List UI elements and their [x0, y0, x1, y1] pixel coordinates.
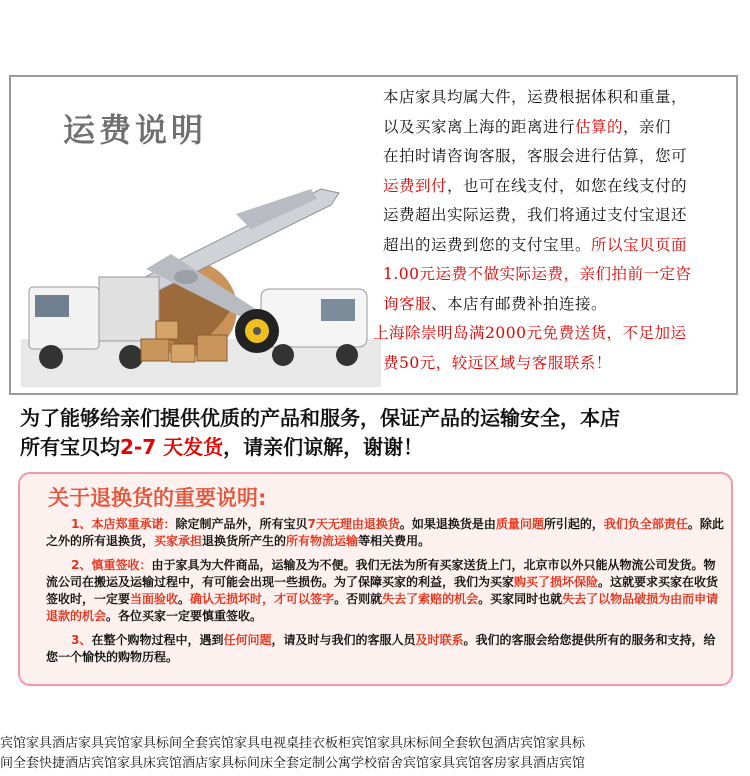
freight-line: 运费到付，也可在线支付，如您在线支付的 [383, 176, 688, 195]
freight-line: 以及买家离上海的距离进行估算的，亲们 [383, 117, 672, 136]
freight-title: 运费说明 [63, 111, 208, 149]
freight-description [373, 83, 733, 378]
delivery-notice [20, 404, 735, 462]
freight-line: 上海除崇明岛满2000元免费送货，不足加运 [373, 324, 687, 342]
freight-line: 本店家具均属大件，运费根据体积和重量， [383, 88, 688, 106]
return-policy-title: 关于退换货的重要说明: [48, 486, 267, 510]
freight-line: 在拍时请咨询客服，客服会进行估算，您可 [383, 147, 688, 165]
tag-line-2: 间全套快捷酒店宾馆家具床宾馆酒店家具标间床全套定制公寓学校宿舍宾馆家具宾馆客房家具酒店宾馆 [0, 756, 586, 771]
policy-item-3: 3、在整个购物过程中，遇到任何问题，请及时与我们的客服人员及时联系。我们的客服会给您提供所有的服务和支持，给您一个愉快的购物历程。 [46, 633, 716, 664]
policy-item-2: 2、慎重签收：由于家具为大件商品，运输及为不便。我们无法为所有买家送货上门，北京市以外只能从物流公司发货。物流公司在搬运及运输过程中，有可能会出现一些损伤。为了保障买家的利益，我们为买家购买了损坏保险。这就要求买家在收货签收时，一定要当面验收。确认无损坏时，才可以签字。否则就失去了索赔的机会。买家同时也就失去了以物品破损为由而申请退款的机会。各位买家一定要慎重签收。 [46, 558, 719, 623]
delivery-days: 2-7 天发货 [120, 435, 224, 459]
freight-line: 费50元，较远区域与客服联系！ [383, 353, 612, 372]
freight-line: 运费超出实际运费，我们将通过支付宝退还 [383, 206, 688, 224]
shipping-illustration [21, 159, 381, 387]
freight-line: 超出的运费到您的支付宝里。所以宝贝页面 [383, 235, 688, 254]
freight-line: 询客服、本店有邮费补拍连接。 [383, 294, 608, 313]
freight-info-panel [9, 75, 738, 395]
return-policy-panel [18, 472, 733, 686]
policy-item-1: 1、本店郑重承诺：除定制产品外，所有宝贝7天无理由退换货。如果退换货是由质量问题所引起的，我们负全部责任。除此之外的所有退换货，买家承担退换货所产生的所有物流运输等相关费用。 [46, 517, 724, 548]
delivery-line-2: 所有宝贝均2-7 天发货，请亲们谅解，谢谢！ [20, 435, 424, 459]
delivery-line-1: 为了能够给亲们提供优质的产品和服务，保证产品的运输安全，本店 [20, 406, 620, 430]
tag-line-1: 宾馆家具酒店家具宾馆家具标间全套宾馆家具电视桌挂衣板柜宾馆家具床标间全套软包酒店宾馆家具标 [0, 736, 586, 751]
return-policy-body [46, 516, 726, 673]
freight-line: 1.00元运费不做实际运费，亲们拍前一定咨 [383, 265, 692, 283]
product-tags [0, 734, 750, 774]
